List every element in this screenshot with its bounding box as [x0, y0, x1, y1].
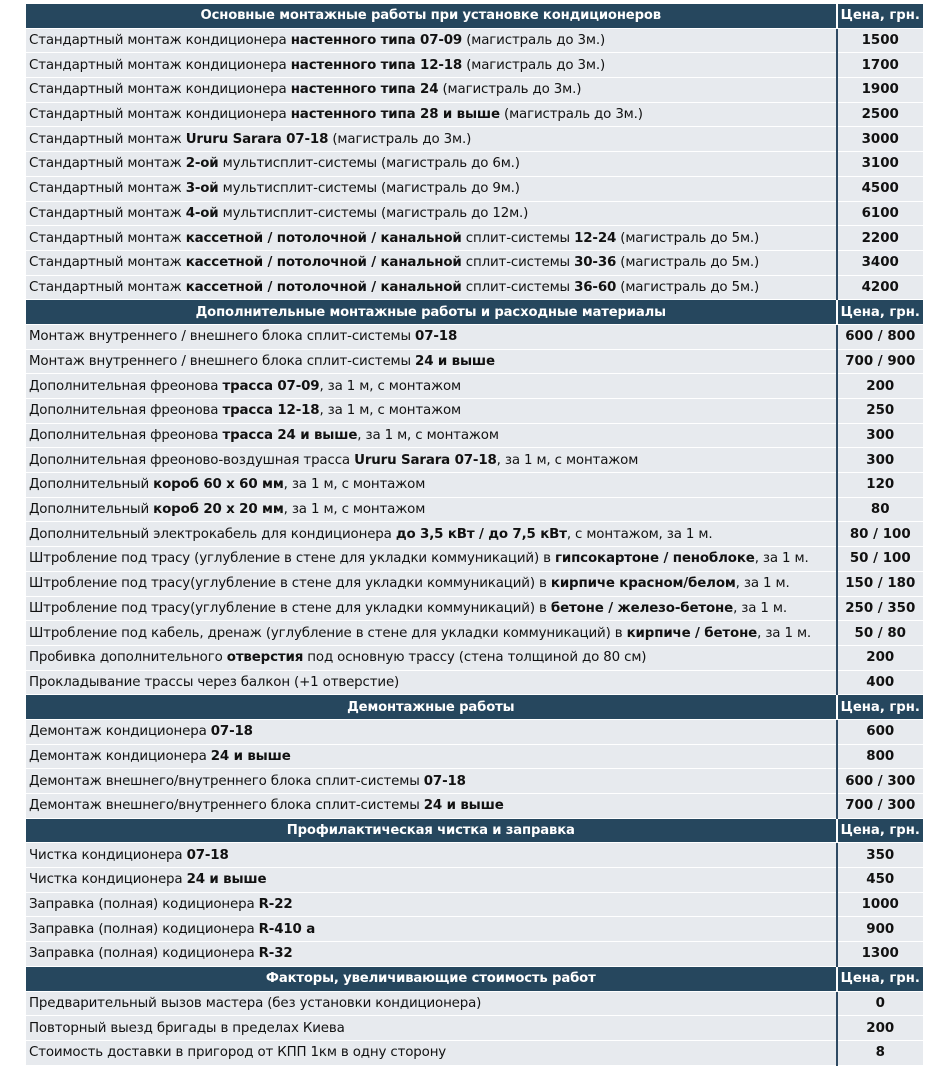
service-name-emphasis: 24 и выше — [423, 798, 504, 814]
service-name-text: под основную трассу (стена толщиной до 80 см) — [303, 650, 647, 666]
table-row — [26, 275, 924, 300]
service-name-text: Стандартный монтаж — [29, 279, 186, 295]
table-row — [26, 892, 924, 917]
service-name-text: (магистраль до 3м.) — [499, 107, 643, 123]
service-price: 300 — [837, 448, 924, 473]
service-name-text: Монтаж внутреннего / внешнего блока сплит-системы — [29, 353, 416, 369]
service-price: 600 / 800 — [837, 324, 924, 349]
service-name-emphasis: R-410 а — [258, 921, 316, 937]
table-row — [26, 547, 924, 572]
table-row — [26, 349, 924, 374]
table-row — [26, 1040, 924, 1065]
service-name-emphasis: 07-18 — [210, 724, 253, 740]
table-row — [26, 226, 924, 251]
section-title: Демонтажные работы — [26, 695, 837, 720]
service-name-text: Пробивка дополнительного — [29, 650, 227, 666]
service-name-emphasis: 36-60 — [574, 279, 617, 295]
service-price: 4500 — [837, 176, 924, 201]
service-name-text: , за 1 м, с монтажом — [357, 428, 499, 444]
service-price: 2200 — [837, 226, 924, 251]
service-name-emphasis: 07-18 — [415, 329, 458, 345]
section-title: Основные монтажные работы при установке кондиционеров — [26, 4, 837, 29]
service-name-emphasis: трасса 07-09 — [222, 378, 320, 394]
service-name — [26, 719, 837, 744]
table-row — [26, 152, 924, 177]
service-name-text: Демонтаж кондиционера — [29, 724, 211, 740]
service-price: 200 — [837, 374, 924, 399]
service-name-emphasis: до 3,5 кВт / до 7,5 кВт — [395, 526, 567, 542]
service-name-text: Штробление под трасу(углубление в стене для укладки коммуникаций) в — [29, 600, 551, 616]
service-price: 800 — [837, 744, 924, 769]
service-name — [26, 28, 837, 53]
section-title: Дополнительные монтажные работы и расходные материалы — [26, 300, 837, 325]
service-name-emphasis: кассетной / потолочной / канальной — [185, 279, 462, 295]
service-price: 6100 — [837, 201, 924, 226]
service-name-text: Дополнительная фреонова — [29, 378, 223, 394]
service-name — [26, 769, 837, 794]
service-name — [26, 497, 837, 522]
service-name-emphasis: 12-24 — [574, 230, 617, 246]
service-name — [26, 1016, 837, 1041]
service-name-text: Стандартный монтаж — [29, 230, 186, 246]
service-name-text: Заправка (полная) кодиционера — [29, 921, 259, 937]
service-name-text: Стандартный монтаж — [29, 255, 186, 271]
service-price: 3400 — [837, 250, 924, 275]
service-name-emphasis: Ururu Sarara 07-18 — [354, 452, 497, 468]
service-name-text: , за 1 м. — [754, 551, 809, 567]
service-name — [26, 226, 837, 251]
service-price: 250 — [837, 399, 924, 424]
service-name — [26, 670, 837, 695]
price-table-body — [26, 4, 924, 1066]
service-name — [26, 645, 837, 670]
table-row — [26, 324, 924, 349]
service-name-text: Дополнительная фреонова — [29, 428, 223, 444]
service-price: 400 — [837, 670, 924, 695]
service-name — [26, 399, 837, 424]
service-price: 50 / 80 — [837, 621, 924, 646]
service-name-emphasis: 30-36 — [574, 255, 617, 271]
section-header — [26, 818, 924, 843]
service-name — [26, 843, 837, 868]
table-row — [26, 744, 924, 769]
service-name-text: Стоимость доставки в пригород от КПП 1км в одну сторону — [29, 1045, 447, 1061]
service-name — [26, 991, 837, 1016]
price-column-header: Цена, грн. — [837, 695, 924, 720]
service-name-text: Стандартный монтаж — [29, 131, 186, 147]
service-price: 900 — [837, 917, 924, 942]
service-name-text: (магистраль до 5м.) — [616, 255, 760, 271]
table-row — [26, 448, 924, 473]
service-price: 300 — [837, 423, 924, 448]
service-name-text: Стандартный монтаж кондиционера — [29, 57, 291, 73]
service-price: 0 — [837, 991, 924, 1016]
service-name — [26, 868, 837, 893]
service-name-text: Чистка кондиционера — [29, 847, 187, 863]
service-price: 150 / 180 — [837, 571, 924, 596]
table-row — [26, 102, 924, 127]
service-price: 350 — [837, 843, 924, 868]
service-name-text: (магистраль до 3м.) — [462, 33, 606, 49]
service-name-emphasis: кирпиче красном/белом — [550, 576, 736, 592]
service-name-emphasis: отверстия — [226, 650, 304, 666]
service-price: 700 / 900 — [837, 349, 924, 374]
service-price: 700 / 300 — [837, 794, 924, 819]
table-row — [26, 571, 924, 596]
service-name-emphasis: 24 и выше — [415, 353, 495, 369]
service-name — [26, 571, 837, 596]
service-name-emphasis: кирпиче / бетоне — [626, 625, 758, 641]
service-name-emphasis: настенного типа 28 и выше — [290, 107, 500, 123]
table-row — [26, 1016, 924, 1041]
table-row — [26, 596, 924, 621]
service-name-text: Стандартный монтаж — [29, 156, 186, 172]
price-column-header: Цена, грн. — [837, 4, 924, 29]
table-row — [26, 769, 924, 794]
service-price: 200 — [837, 645, 924, 670]
service-name — [26, 473, 837, 498]
service-price: 250 / 350 — [837, 596, 924, 621]
service-price: 120 — [837, 473, 924, 498]
service-name-text: Повторный выезд бригады в пределах Киева — [29, 1020, 345, 1036]
service-price: 50 / 100 — [837, 547, 924, 572]
table-row — [26, 53, 924, 78]
section-header — [26, 695, 924, 720]
service-name-text: (магистраль до 5м.) — [616, 279, 760, 295]
service-name-emphasis: кассетной / потолочной / канальной — [185, 255, 462, 271]
table-row — [26, 374, 924, 399]
table-row — [26, 78, 924, 103]
service-price: 200 — [837, 1016, 924, 1041]
service-name-emphasis: 24 и выше — [210, 748, 291, 764]
service-name-text: (магистраль до 3м.) — [462, 57, 606, 73]
service-name — [26, 448, 837, 473]
service-name-text: , за 1 м. — [735, 576, 790, 592]
service-name-text: сплит-системы — [461, 230, 575, 246]
service-name-emphasis: R-22 — [258, 897, 293, 913]
section-header — [26, 4, 924, 29]
table-row — [26, 794, 924, 819]
table-row — [26, 621, 924, 646]
service-name-text: Заправка (полная) кодиционера — [29, 897, 259, 913]
service-name-text: (магистраль до 3м.) — [438, 82, 582, 98]
service-name-emphasis: гипсокартоне / пеноблоке — [554, 551, 755, 567]
service-name-text: Монтаж внутреннего / внешнего блока сплит-системы — [29, 329, 416, 345]
service-name-emphasis: короб 20 х 20 мм — [153, 502, 284, 518]
service-price: 450 — [837, 868, 924, 893]
service-name-emphasis: 07-18 — [186, 847, 229, 863]
service-name-emphasis: настенного типа 07-09 — [290, 33, 463, 49]
table-row — [26, 423, 924, 448]
service-name-text: Стандартный монтаж — [29, 181, 186, 197]
service-name-emphasis: 2-ой — [185, 156, 219, 172]
table-row — [26, 868, 924, 893]
service-name-text: Демонтаж внешнего/внутреннего блока сплит-системы — [29, 773, 424, 789]
service-name — [26, 250, 837, 275]
service-name — [26, 275, 837, 300]
price-table — [25, 3, 924, 1066]
price-column-header: Цена, грн. — [837, 300, 924, 325]
service-price: 80 / 100 — [837, 522, 924, 547]
service-price: 4200 — [837, 275, 924, 300]
service-name-emphasis: Ururu Sarara 07-18 — [185, 131, 329, 147]
service-name — [26, 917, 837, 942]
service-name-emphasis: настенного типа 24 — [290, 82, 439, 98]
table-row — [26, 645, 924, 670]
service-name-text: Предварительный вызов мастера (без установки кондиционера) — [29, 995, 482, 1011]
service-price: 3000 — [837, 127, 924, 152]
service-name-text: Стандартный монтаж — [29, 205, 186, 221]
price-column-header: Цена, грн. — [837, 966, 924, 991]
service-name-text: , за 1 м. — [757, 625, 812, 641]
table-row — [26, 917, 924, 942]
service-name-text: мультисплит-системы (магистраль до 9м.) — [218, 181, 520, 197]
service-name-text: мультисплит-системы (магистраль до 6м.) — [218, 156, 520, 172]
service-name-text: Демонтаж внешнего/внутреннего блока сплит-системы — [29, 798, 424, 814]
service-name — [26, 374, 837, 399]
service-name-text: , за 1 м, с монтажом — [283, 477, 426, 493]
service-name-text: Чистка кондиционера — [29, 872, 187, 888]
service-price: 1300 — [837, 942, 924, 967]
service-price: 1000 — [837, 892, 924, 917]
table-row — [26, 670, 924, 695]
service-name — [26, 127, 837, 152]
service-name — [26, 744, 837, 769]
table-row — [26, 719, 924, 744]
service-name-text: Штробление под кабель, дренаж (углубление в стене для укладки коммуникаций) в — [29, 625, 627, 641]
section-title: Профилактическая чистка и заправка — [26, 818, 837, 843]
service-name-text: Дополнительный — [29, 502, 154, 518]
service-name-text: , за 1 м, с монтажом — [496, 452, 639, 468]
service-name-text: , с монтажом, за 1 м. — [566, 526, 713, 542]
service-name-emphasis: R-32 — [258, 946, 293, 962]
service-name — [26, 1040, 837, 1065]
service-name — [26, 794, 837, 819]
table-row — [26, 201, 924, 226]
service-name-emphasis: трасса 24 и выше — [222, 428, 358, 444]
table-row — [26, 522, 924, 547]
service-name-text: Прокладывание трассы через балкон (+1 отверстие) — [29, 674, 400, 690]
service-name-text: Демонтаж кондиционера — [29, 748, 211, 764]
table-row — [26, 176, 924, 201]
service-name-emphasis: трасса 12-18 — [222, 403, 320, 419]
service-name — [26, 423, 837, 448]
service-name — [26, 547, 837, 572]
service-name-emphasis: 4-ой — [185, 205, 219, 221]
service-name-text: Штробление под трасу(углубление в стене для укладки коммуникаций) в — [29, 576, 551, 592]
service-name-text: Стандартный монтаж кондиционера — [29, 82, 291, 98]
price-column-header: Цена, грн. — [837, 818, 924, 843]
service-price: 600 / 300 — [837, 769, 924, 794]
section-header — [26, 300, 924, 325]
service-name-text: Дополнительная фреонова — [29, 403, 223, 419]
service-name — [26, 176, 837, 201]
service-price: 3100 — [837, 152, 924, 177]
service-name-emphasis: настенного типа 12-18 — [290, 57, 463, 73]
service-name-text: сплит-системы — [461, 279, 575, 295]
service-name — [26, 324, 837, 349]
service-name-text: Дополнительный электрокабель для кондиционера — [29, 526, 396, 542]
service-name — [26, 892, 837, 917]
service-name-emphasis: 3-ой — [185, 181, 219, 197]
table-row — [26, 942, 924, 967]
service-price: 600 — [837, 719, 924, 744]
service-name — [26, 621, 837, 646]
service-name-emphasis: бетоне / железо-бетоне — [550, 600, 734, 616]
service-price: 80 — [837, 497, 924, 522]
service-name-emphasis: кассетной / потолочной / канальной — [185, 230, 462, 246]
service-price: 8 — [837, 1040, 924, 1065]
service-name-text: мультисплит-системы (магистраль до 12м.) — [218, 205, 529, 221]
service-name — [26, 349, 837, 374]
service-name-text: Стандартный монтаж кондиционера — [29, 33, 291, 49]
service-price: 1700 — [837, 53, 924, 78]
service-price: 1900 — [837, 78, 924, 103]
table-row — [26, 28, 924, 53]
table-row — [26, 473, 924, 498]
service-name-text: Дополнительный — [29, 477, 154, 493]
table-row — [26, 250, 924, 275]
table-row — [26, 497, 924, 522]
service-name — [26, 201, 837, 226]
service-name-emphasis: 07-18 — [423, 773, 466, 789]
service-name-text: Заправка (полная) кодиционера — [29, 946, 259, 962]
service-name — [26, 942, 837, 967]
service-name-text: Стандартный монтаж кондиционера — [29, 107, 291, 123]
service-name — [26, 53, 837, 78]
table-row — [26, 127, 924, 152]
table-row — [26, 991, 924, 1016]
service-name-text: , за 1 м, с монтажом — [319, 403, 461, 419]
table-row — [26, 399, 924, 424]
service-name-text: Штробление под трасу (углубление в стене для укладки коммуникаций) в — [29, 551, 555, 567]
service-price: 2500 — [837, 102, 924, 127]
service-name-text: сплит-системы — [461, 255, 575, 271]
service-name-emphasis: 24 и выше — [186, 872, 267, 888]
service-name — [26, 522, 837, 547]
service-name-text: Дополнительная фреоново-воздушная трасса — [29, 452, 355, 468]
section-title: Факторы, увеличивающие стоимость работ — [26, 966, 837, 991]
section-header — [26, 966, 924, 991]
table-row — [26, 843, 924, 868]
service-name — [26, 152, 837, 177]
service-name-text: (магистраль до 5м.) — [616, 230, 760, 246]
service-price: 1500 — [837, 28, 924, 53]
service-name — [26, 102, 837, 127]
service-name-text: , за 1 м, с монтажом — [319, 378, 461, 394]
service-name-emphasis: короб 60 х 60 мм — [153, 477, 284, 493]
service-name-text: , за 1 м. — [733, 600, 787, 616]
service-name-text: (магистраль до 3м.) — [328, 131, 472, 147]
service-name — [26, 78, 837, 103]
service-name-text: , за 1 м, с монтажом — [283, 502, 426, 518]
service-name — [26, 596, 837, 621]
